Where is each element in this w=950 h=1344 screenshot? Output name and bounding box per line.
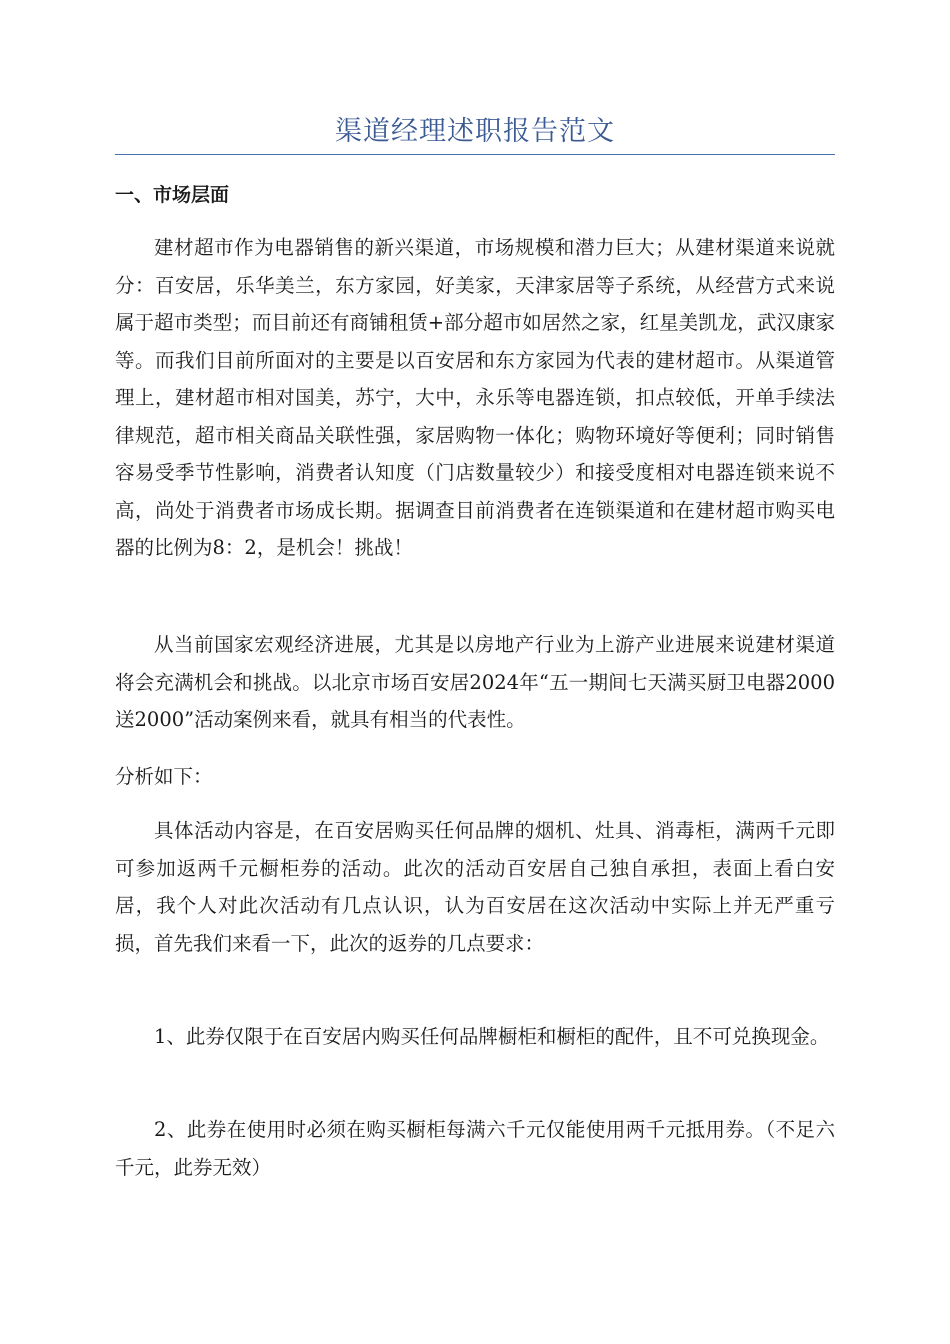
paragraph-requirement-2: 2、此券在使用时必须在购买橱柜每满六千元仅能使用两千元抵用券。（不足六千元，此券无效） xyxy=(115,1118,835,1179)
document-title: 渠道经理述职报告范文 xyxy=(335,116,615,147)
paragraph-activity-details: 具体活动内容是，在百安居购买任何品牌的烟机、灶具、消毒柜，满两千元即可参加返两千元橱柜券的活动。此次的活动百安居自己独自承担，表面上看白安居，我个人对此次活动有几点认识，认为百安居在这次活动中实际上并无严重亏损，首先我们来看一下，此次的返券的几点要求： xyxy=(115,819,835,955)
paragraph-analysis-label: 分析如下： xyxy=(115,765,213,788)
paragraph-market-overview: 建材超市作为电器销售的新兴渠道，市场规模和潜力巨大；从建材渠道来说就分：百安居，乐华美兰，东方家园，好美家，天津家居等子系统，从经营方式来说属于超市类型；而目前还有商铺租赁+部分超市如居然之家，红星美凯龙，武汉康家等。而我们目前所面对的主要是以百安居和东方家园为代表的建材超市。从渠道管理上，建材超市相对国美，苏宁，大中，永乐等电器连锁，扣点较低，开单手续法律规范，超市相关商品关联性强，家居购物一体化；购物环境好等便利；同时销售容易受季节性影响，消费者认知度（门店数量较少）和接受度相对电器连锁来说不高，尚处于消费者市场成长期。据调查目前消费者在连锁渠道和在建材超市购买电器的比例为8：2，是机会！挑战！ xyxy=(115,236,835,559)
title-underline xyxy=(115,154,835,155)
paragraph-macro-economy: 从当前国家宏观经济进展，尤其是以房地产行业为上游产业进展来说建材渠道将会充满机会和挑战。以北京市场百安居2024年“五一期间七天满买厨卫电器2000送2000”活动案例来看，就具有相当的代表性。 xyxy=(115,633,835,731)
section-heading: 一、市场层面 xyxy=(115,184,230,206)
paragraph-requirement-1: 1、此券仅限于在百安居内购买任何品牌橱柜和橱柜的配件，且不可兑换现金。 xyxy=(154,1025,830,1048)
